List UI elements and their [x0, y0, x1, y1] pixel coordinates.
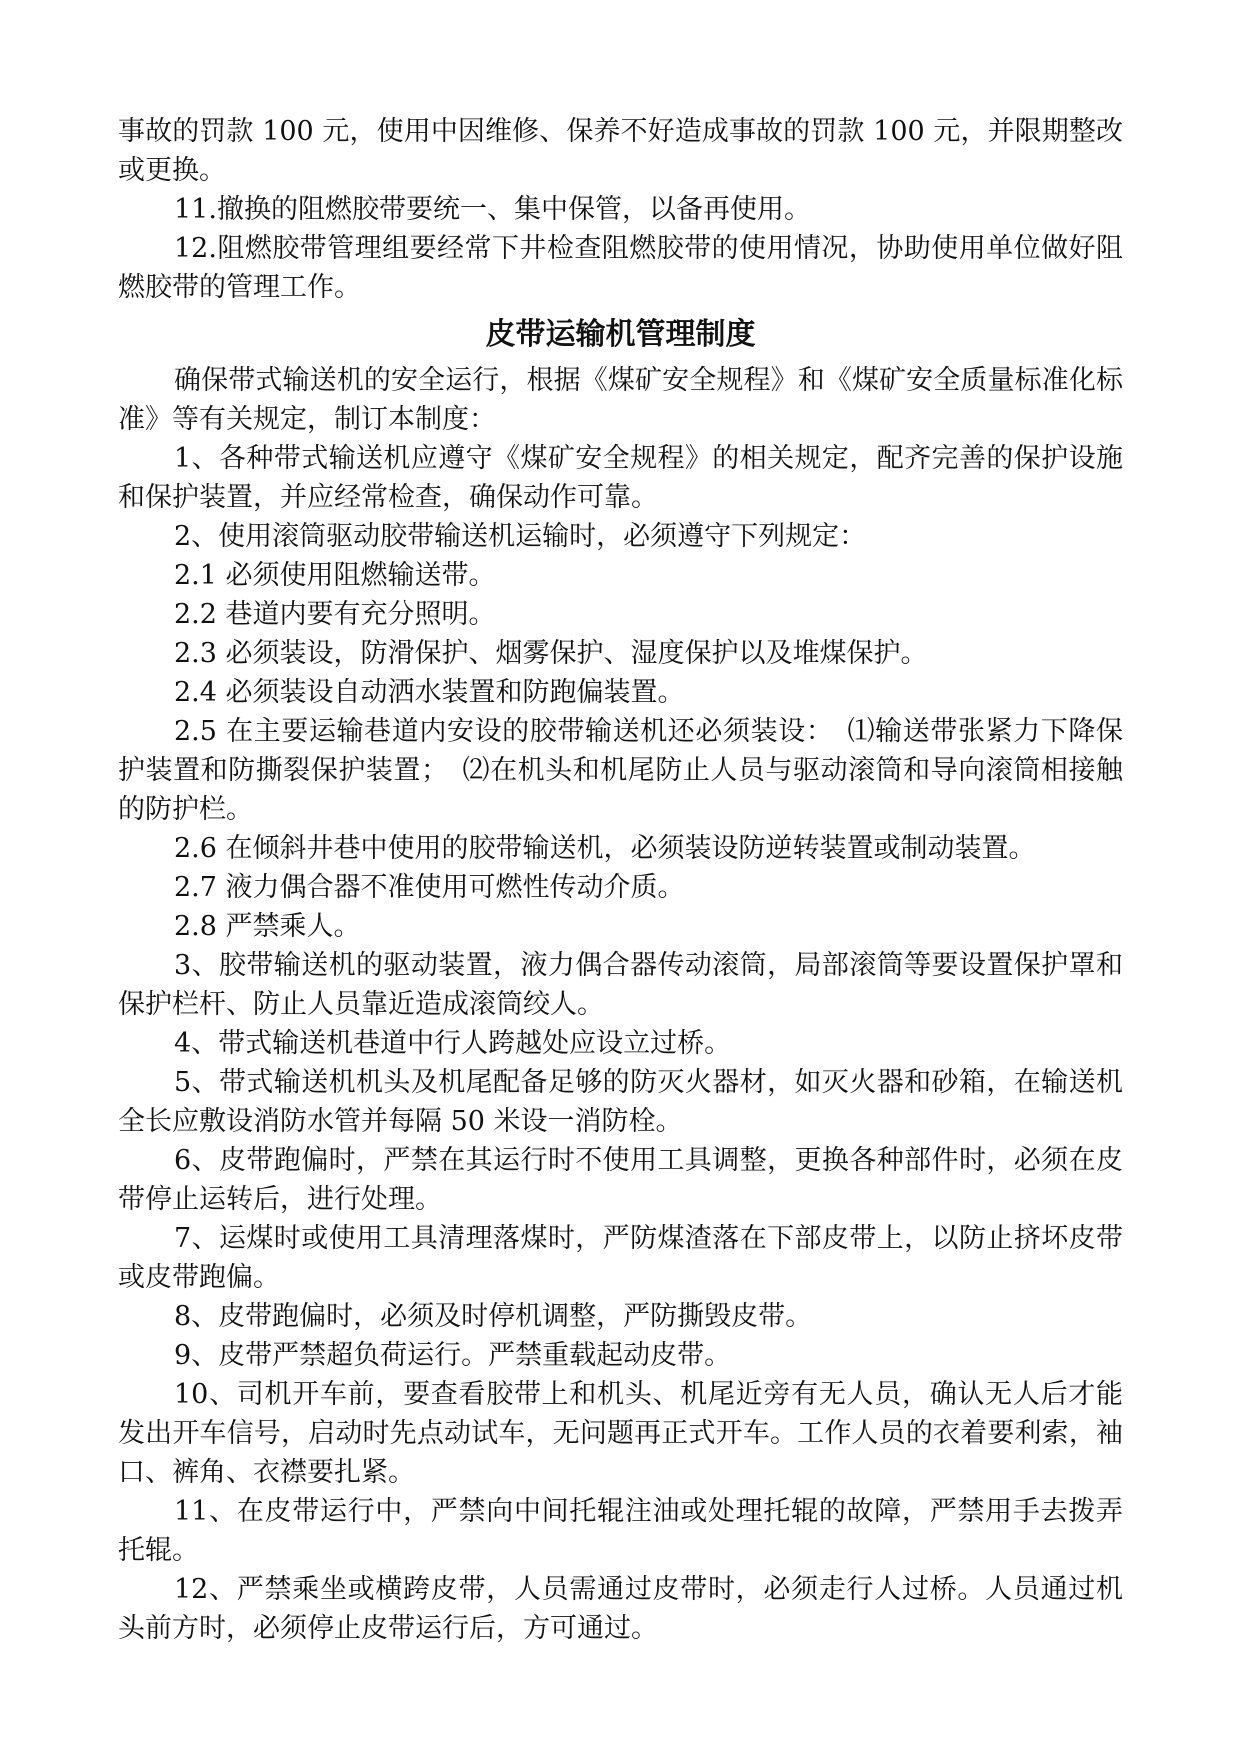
paragraph-rule-11: 11、在皮带运行中，严禁向中间托辊注油或处理托辊的故障，严禁用手去拨弄托辊。 [118, 1496, 1123, 1566]
paragraph-rule-10: 10、司机开车前，要查看胶带上和机头、机尾近旁有无人员，确认无人后才能发出开车信号，启动时先点动试车，无问题再正式开车。工作人员的衣着要利索，袖口、裤角、衣襟要扎紧。 [118, 1379, 1123, 1488]
paragraph-rule-2-3: 2.3 必须装设，防滑保护、烟雾保护、湿度保护以及堆煤保护。 [174, 638, 928, 669]
paragraph-rule-2-4: 2.4 必须装设自动洒水装置和防跑偏装置。 [174, 677, 685, 708]
paragraph-item-11: 11.撤换的阻燃胶带要统一、集中保管，以备再使用。 [174, 194, 811, 225]
paragraph-rule-4: 4、带式输送机巷道中行人跨越处应设立过桥。 [174, 1028, 732, 1059]
paragraph-rule-7: 7、运煤时或使用工具清理落煤时，严防煤渣落在下部皮带上，以防止挤坏皮带或皮带跑偏。 [118, 1223, 1123, 1293]
paragraph-intro: 确保带式输送机的安全运行，根据《煤矿安全规程》和《煤矿安全质量标准化标准》等有关规定，制订本制度： [118, 365, 1123, 435]
paragraph-rule-2-2: 2.2 巷道内要有充分照明。 [174, 599, 496, 630]
paragraph-rule-2-1: 2.1 必须使用阻燃输送带。 [174, 560, 496, 591]
paragraph-rule-2-8: 2.8 严禁乘人。 [174, 911, 361, 942]
paragraph-rule-2-6: 2.6 在倾斜井巷中使用的胶带输送机，必须装设防逆转装置或制动装置。 [174, 833, 1036, 864]
paragraph-rule-1: 1、各种带式输送机应遵守《煤矿安全规程》的相关规定，配齐完善的保护设施和保护装置，并应经常检查，确保动作可靠。 [118, 443, 1123, 513]
paragraph-rule-9: 9、皮带严禁超负荷运行。严禁重载起动皮带。 [174, 1340, 732, 1371]
paragraph-rule-12: 12、严禁乘坐或横跨皮带，人员需通过皮带时，必须走行人过桥。人员通过机头前方时，必须停止皮带运行后，方可通过。 [118, 1574, 1123, 1644]
paragraph-rule-2: 2、使用滚筒驱动胶带输送机运输时，必须遵守下列规定： [174, 521, 867, 552]
paragraph-rule-5: 5、带式输送机机头及机尾配备足够的防灭火器材，如灭火器和砂箱，在输送机全长应敷设消防水管并每隔 50 米设一消防栓。 [118, 1067, 1123, 1137]
paragraph-rule-2-7: 2.7 液力偶合器不准使用可燃性传动介质。 [174, 872, 685, 903]
paragraph-rule-8: 8、皮带跑偏时，必须及时停机调整，严防撕毁皮带。 [174, 1301, 813, 1332]
section-title: 皮带运输机管理制度 [485, 317, 756, 352]
paragraph-rule-3: 3、胶带输送机的驱动装置，液力偶合器传动滚筒，局部滚筒等要设置保护罩和保护栏杆、防止人员靠近造成滚筒绞人。 [118, 950, 1123, 1020]
paragraph-rule-2-5: 2.5 在主要运输巷道内安设的胶带输送机还必须装设： ⑴输送带张紧力下降保护装置和防撕裂保护装置； ⑵在机头和机尾防止人员与驱动滚筒和导向滚筒相接触的防护栏。 [118, 716, 1123, 825]
paragraph-rule-6: 6、皮带跑偏时，严禁在其运行时不使用工具调整，更换各种部件时，必须在皮带停止运转后，进行处理。 [118, 1145, 1123, 1215]
paragraph-item-12: 12.阻燃胶带管理组要经常下井检查阻燃胶带的使用情况，协助使用单位做好阻燃胶带的管理工作。 [118, 233, 1123, 303]
paragraph-continuation: 事故的罚款 100 元，使用中因维修、保养不好造成事故的罚款 100 元，并限期整改或更换。 [118, 116, 1123, 186]
